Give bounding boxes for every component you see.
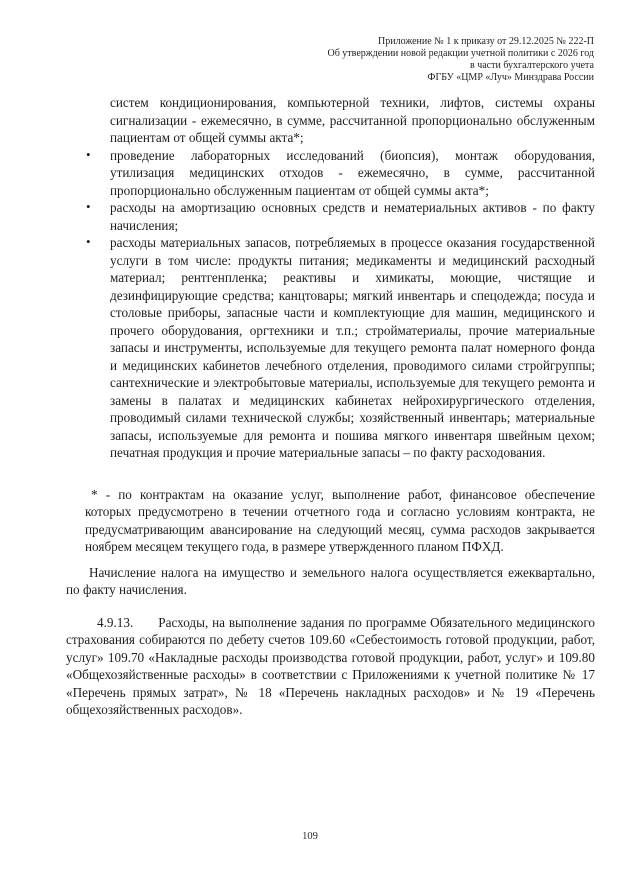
- section-number: 4.9.13.: [97, 614, 134, 630]
- page-number: 109: [302, 831, 318, 842]
- paragraph-continuation: систем кондиционирования, компьютерной техники, лифтов, системы охраны сигнализации - ежемесячно, в сумме, рассчитанной пропорционально обслуженным пациентам от общей суммы акта*;: [110, 95, 595, 145]
- document-header: [0, 36, 594, 84]
- list-item-text: расходы материальных запасов, потребляемых в процессе оказания государственной услуги в том числе: продукты питания; медикаменты и медицинский расходный материал; рентгенпленка; реактивы и химикаты, моющие, чистящие и дезинфицирующие средства; канцтовары; мягкий инвентарь и спецодежда; посуда и столовые приборы, запасные части и комплектующие для машин, медицинского и прочего оборудования, оргтехники и т.п.; стройматериалы, прочие материальные запасы и инструменты, используемые для текущего ремонта палат номерного фонда и медицинских кабинетов лечебного отделения, проводимого силами стройгруппы; сантехнические и электробытовые материалы, используемые для текущего ремонта и замены в палатах и медицинских кабинетах нейрохирургического отделения, проводимый силами технической службы; хозяйственный инвентарь; материальные запасы, используемые для ремонта и пошива мягкого инвентаря швейным цехом; печатная продукция и прочие материальные запасы – по факту расходования.: [110, 235, 595, 460]
- bullet-icon: •: [86, 234, 91, 249]
- list-item: [66, 147, 595, 200]
- header-line-organization: ФГБУ «ЦМР «Луч» Минздрава России: [427, 72, 594, 83]
- document-body: [66, 94, 595, 719]
- bullet-icon: •: [86, 199, 91, 214]
- tax-paragraph: Начисление налога на имущество и земельного налога осуществляется ежеквартально, по факту начисления.: [66, 564, 595, 597]
- section-text: Расходы, на выполнение задания по программе Обязательного медицинского страхования собираются по дебету счетов 109.60 «Себестоимость готовой продукции, работ, услуг» 109.70 «Накладные расходы производства готовой продукции, работ, услуг» и 109.80 «Общехозяйственные расходы» в соответствии с Приложениями к учетной политике № 17 «Перечень прямых затрат», № 18 «Перечень накладных расходов» и № 19 «Перечень общехозяйственных расходов».: [66, 614, 595, 717]
- header-line-accounting: в части бухгалтерского учета: [469, 60, 594, 71]
- footnote-paragraph: * - по контрактам на оказание услуг, выполнение работ, финансовое обеспечение которых предусмотрено в течении отчетного года и согласно условиям контракта, не предусматривающим авансирование на следующий месяц, сумма расходов закрывается ноябрем месяцем текущего года, в размере утвержденного планом ПФХД.: [85, 486, 595, 554]
- list-item: [66, 234, 595, 462]
- header-line-order: Об утверждении новой редакции учетной политики с 2026 год: [327, 48, 594, 59]
- section-4913-paragraph: [66, 614, 595, 719]
- header-line-appendix: Приложение № 1 к приказу от 29.12.2025 № 222-П: [378, 36, 594, 47]
- bullet-list: [66, 147, 595, 462]
- list-item-text: расходы на амортизацию основных средств и нематериальных активов - по факту начисления;: [110, 200, 595, 233]
- list-item-text: проведение лабораторных исследований (биопсия), монтаж оборудования, утилизация медицинских отходов - ежемесячно, в сумме, рассчитанной пропорционально обслуженным пациентам от общей суммы акта*;: [110, 147, 595, 198]
- bullet-icon: •: [86, 146, 91, 162]
- list-item: [66, 199, 595, 234]
